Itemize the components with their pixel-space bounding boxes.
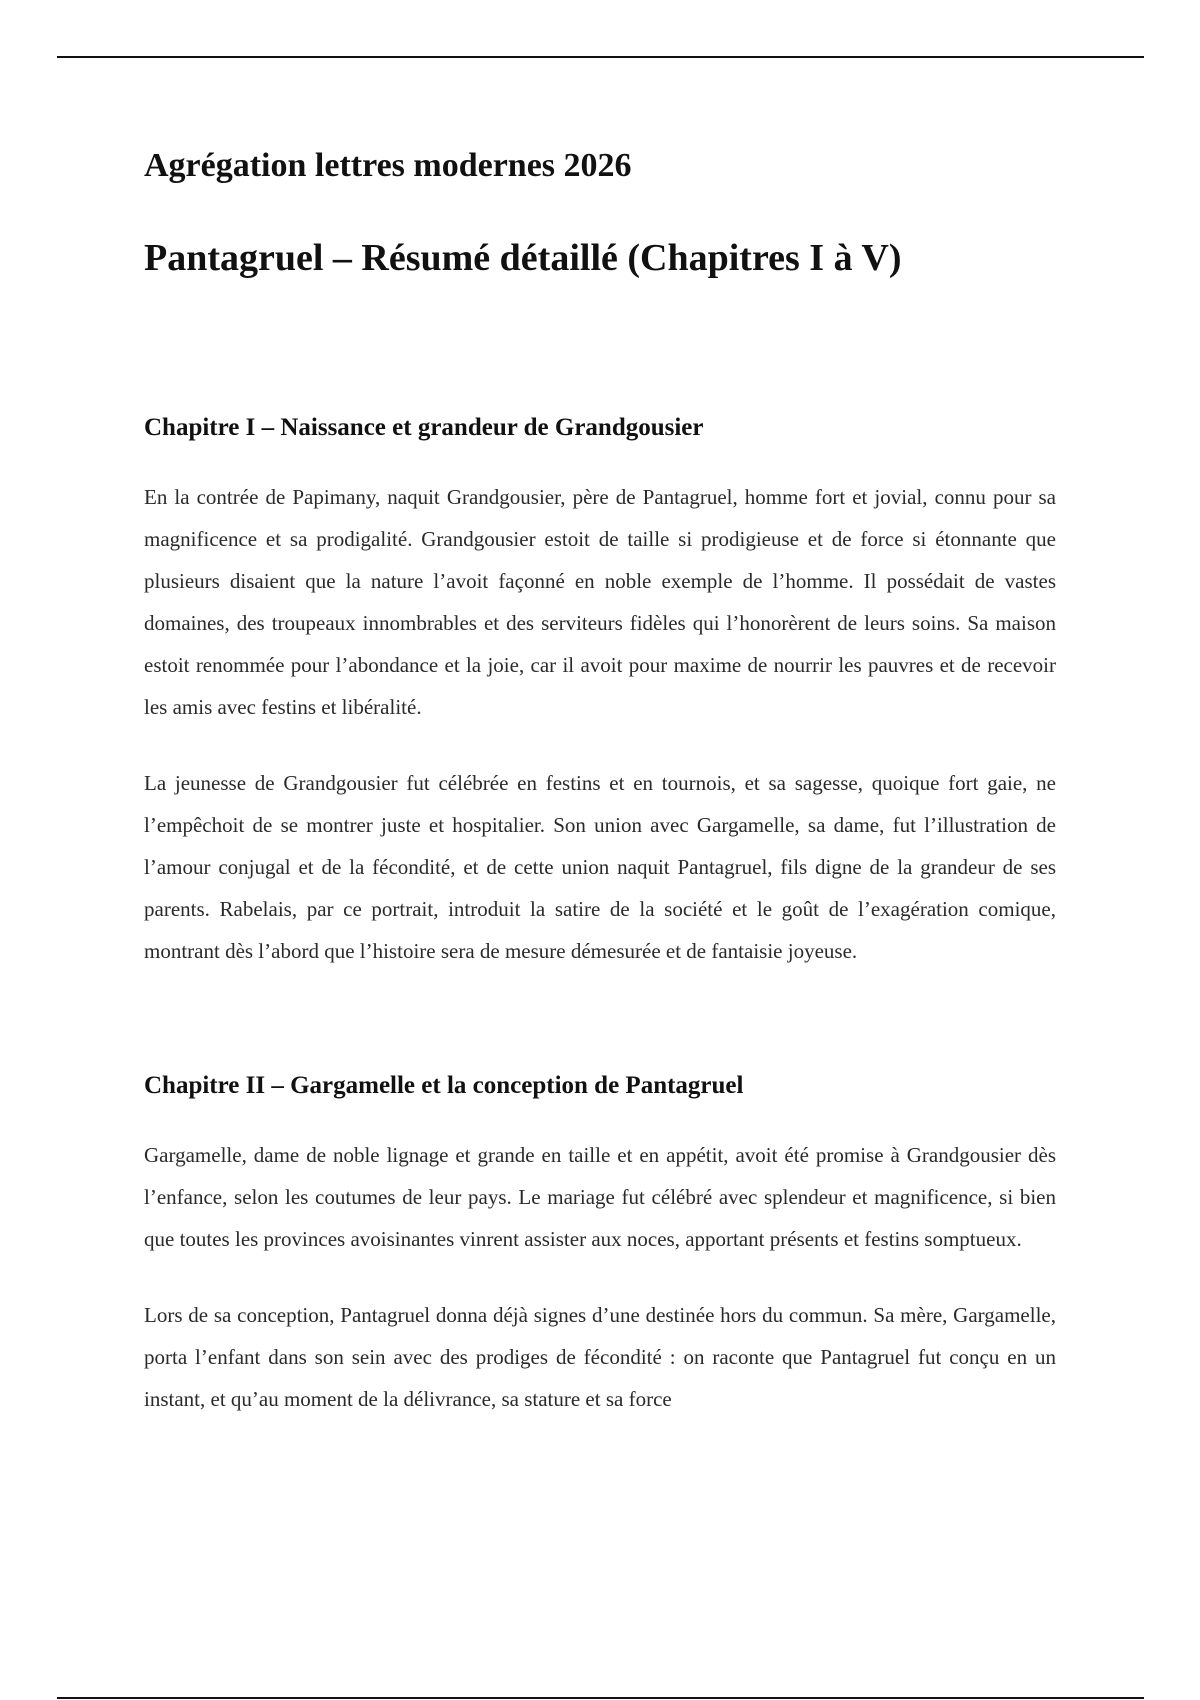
chapter-1-section — [144, 410, 1056, 972]
chapter-2-section — [144, 1068, 1056, 1420]
document-title: Pantagruel – Résumé détaillé (Chapitres I à V) — [144, 237, 902, 279]
document-supertitle: Agrégation lettres modernes 2026 — [144, 147, 632, 184]
paragraph: Lors de sa conception, Pantagruel donna déjà signes d’une destinée hors du commun. Sa mère, Gargamelle, porta l’enfant dans son sein avec des prodiges de fécondité : on raconte que Pantagruel fut conçu en un instant, et qu’au moment de la délivrance, sa stature et sa force — [144, 1303, 1056, 1411]
footer-rule — [57, 1697, 1144, 1699]
document-body — [144, 140, 1056, 1420]
paragraph: Gargamelle, dame de noble lignage et grande en taille et en appétit, avoit été promise à Grandgousier dès l’enfance, selon les coutumes de leur pays. Le mariage fut célébré avec splendeur et magnificence, si bien que toutes les provinces avoisinantes vinrent assister aux noces, apportant présents et festins somptueux. — [144, 1143, 1056, 1251]
chapter-heading: Chapitre I – Naissance et grandeur de Grandgousier — [144, 414, 704, 441]
paragraph: En la contrée de Papimany, naquit Grandgousier, père de Pantagruel, homme fort et jovial, connu pour sa magnificence et sa prodigalité. Grandgousier estoit de taille si prodigieuse et de force si étonnante que plusieurs disaient que la nature l’avoit façonné en noble exemple de l’homme. Il possédait de vastes domaines, des troupeaux innombrables et des serviteurs fidèles qui l’honorèrent de leurs soins. Sa maison estoit renommée pour l’abondance et la joie, car il avoit pour maxime de nourrir les pauvres et de recevoir les amis avec festins et libéralité. — [144, 485, 1056, 719]
paragraph: La jeunesse de Grandgousier fut célébrée en festins et en tournois, et sa sagesse, quoique fort gaie, ne l’empêchoit de se montrer juste et hospitalier. Son union avec Gargamelle, sa dame, fut l’illustration de l’amour conjugal et de la fécondité, et de cette union naquit Pantagruel, fils digne de la grandeur de ses parents. Rabelais, par ce portrait, introduit la satire de la société et le goût de l’exagération comique, montrant dès l’abord que l’histoire sera de mesure démesurée et de fantaisie joyeuse. — [144, 771, 1056, 963]
header-rule — [57, 56, 1144, 58]
chapter-heading: Chapitre II – Gargamelle et la conception de Pantagruel — [144, 1072, 744, 1099]
